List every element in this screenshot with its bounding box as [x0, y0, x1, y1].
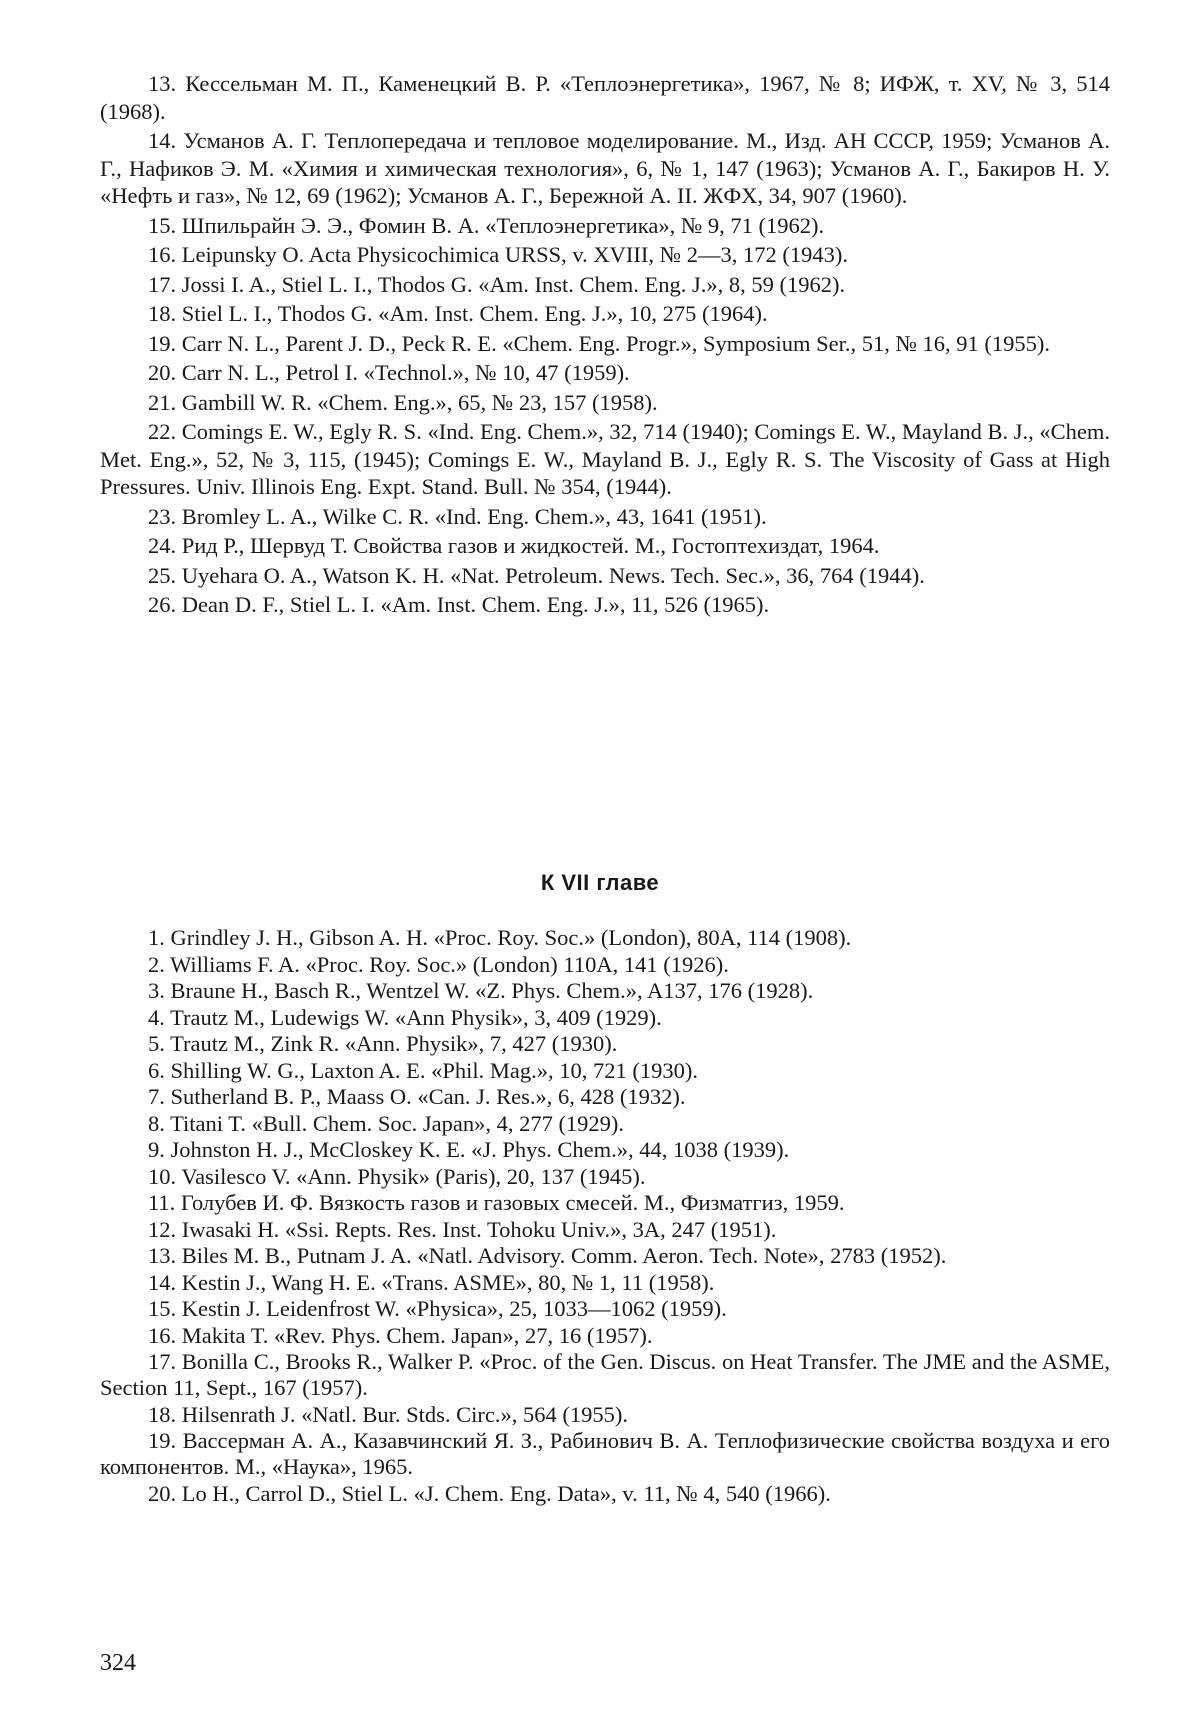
reference-item: 24. Рид Р., Шервуд Т. Свойства газов и жидкостей. М., Гостоптехиздат, 1964.	[148, 533, 880, 558]
reference-item: 14. Kestin J., Wang H. E. «Trans. ASME», 80, № 1, 11 (1958).	[148, 1269, 715, 1295]
reference-item: 13. Кессельман М. П., Каменецкий В. Р. «Теплоэнергетика», 1967, № 8; ИФЖ, т. XV, № 3, 514 (1968).	[100, 71, 1110, 124]
reference-item: 19. Carr N. L., Parent J. D., Peck R. E. «Chem. Eng. Progr.», Symposium Ser., 51, № 16, 91 (1955).	[148, 330, 1051, 356]
reference-item: 15. Шпильрайн Э. Э., Фомин В. А. «Теплоэнергетика», № 9, 71 (1962).	[148, 212, 825, 238]
reference-item: 11. Голубев И. Ф. Вязкость газов и газовых смесей. М., Физматгиз, 1959.	[148, 1190, 845, 1215]
section-heading: К VII главе	[540, 870, 660, 895]
reference-item: 15. Kestin J. Leidenfrost W. «Physica», 25, 1033—1062 (1959).	[148, 1296, 727, 1321]
references-section-7	[100, 925, 1110, 1507]
reference-item: 26. Dean D. F., Stiel L. I. «Am. Inst. Chem. Eng. J.», 11, 526 (1965).	[148, 592, 770, 617]
reference-item: 9. Johnston H. J., McCloskey K. E. «J. Phys. Chem.», 44, 1038 (1939).	[148, 1137, 790, 1162]
reference-item: 13. Biles M. B., Putnam J. A. «Natl. Advisory. Comm. Aeron. Tech. Note», 2783 (1952).	[148, 1243, 947, 1268]
reference-item: 14. Усманов А. Г. Теплопередача и тепловое моделирование. М., Изд. АН СССР, 1959; Усманов А. Г., Нафиков Э. М. «Химия и химическая технология», 6, № 1, 147 (1963); Усманов А. Г., Бакиров Н. У. «Нефть и газ», № 12, 69 (1962); Усманов А. Г., Бережной А. II. ЖФХ, 34, 907 (1960).	[100, 128, 1110, 208]
reference-item: 23. Bromley L. A., Wilke C. R. «Ind. Eng. Chem.», 43, 1641 (1951).	[148, 503, 767, 529]
reference-item: 20. Carr N. L., Petrol I. «Technol.», № 10, 47 (1959).	[148, 360, 630, 385]
reference-item: 18. Stiel L. I., Thodos G. «Am. Inst. Chem. Eng. J.», 10, 275 (1964).	[148, 301, 768, 326]
reference-item: 7. Sutherland B. P., Maass O. «Can. J. Res.», 6, 428 (1932).	[148, 1084, 686, 1109]
reference-item: 3. Braune H., Basch R., Wentzel W. «Z. Phys. Chem.», A137, 176 (1928).	[148, 978, 814, 1003]
reference-item: 22. Comings E. W., Egly R. S. «Ind. Eng. Chem.», 32, 714 (1940); Comings E. W., Mayland B. J., «Chem. Met. Eng.», 52, № 3, 115, (1945); Comings E. W., Mayland B. J., Egly R. S. The Viscosity of Gass at High Pressures. Univ. Illinois Eng. Expt. Stand. Bull. № 354, (1944).	[100, 419, 1110, 499]
reference-item: 17. Bonilla C., Brooks R., Walker P. «Proc. of the Gen. Discus. on Heat Transfer. The JME and the ASME, Section 11, Sept., 167 (1957).	[100, 1349, 1110, 1400]
reference-item: 1. Grindley J. H., Gibson A. H. «Proc. Roy. Soc.» (London), 80A, 114 (1908).	[148, 925, 852, 950]
reference-item: 5. Trautz M., Zink R. «Ann. Physik», 7, 427 (1930).	[148, 1031, 618, 1056]
reference-item: 25. Uyehara O. A., Watson K. H. «Nat. Petroleum. News. Tech. Sec.», 36, 764 (1944).	[148, 562, 925, 588]
reference-item: 17. Jossi I. A., Stiel L. I., Thodos G. «Am. Inst. Chem. Eng. J.», 8, 59 (1962).	[148, 271, 846, 297]
reference-item: 8. Titani T. «Bull. Chem. Soc. Japan», 4, 277 (1929).	[148, 1110, 625, 1136]
reference-item: 10. Vasilesco V. «Ann. Physik» (Paris), 20, 137 (1945).	[148, 1163, 646, 1189]
references-section-6	[100, 70, 1110, 621]
reference-item: 12. Iwasaki H. «Ssi. Repts. Res. Inst. Tohoku Univ.», 3A, 247 (1951).	[148, 1216, 777, 1242]
reference-item: 4. Trautz M., Ludewigs W. «Ann Physik», 3, 409 (1929).	[148, 1004, 662, 1030]
reference-item: 20. Lo H., Carrol D., Stiel L. «J. Chem. Eng. Data», v. 11, № 4, 540 (1966).	[148, 1480, 831, 1506]
reference-item: 16. Leipunsky O. Acta Physicochimica URSS, v. XVIII, № 2—3, 172 (1943).	[148, 242, 848, 267]
page-number: 324	[100, 1650, 136, 1676]
reference-item: 16. Makita T. «Rev. Phys. Chem. Japan», 27, 16 (1957).	[148, 1322, 653, 1348]
reference-item: 19. Вассерман А. А., Казавчинский Я. З., Рабинович В. А. Теплофизические свойства воздуха и его компонентов. М., «Наука», 1965.	[100, 1428, 1110, 1479]
reference-item: 2. Williams F. A. «Proc. Roy. Soc.» (London) 110A, 141 (1926).	[148, 951, 729, 977]
reference-item: 21. Gambill W. R. «Chem. Eng.», 65, № 23, 157 (1958).	[148, 389, 658, 415]
reference-item: 6. Shilling W. G., Laxton A. E. «Phil. Mag.», 10, 721 (1930).	[148, 1057, 699, 1083]
reference-item: 18. Hilsenrath J. «Natl. Bur. Stds. Circ.», 564 (1955).	[148, 1401, 628, 1427]
